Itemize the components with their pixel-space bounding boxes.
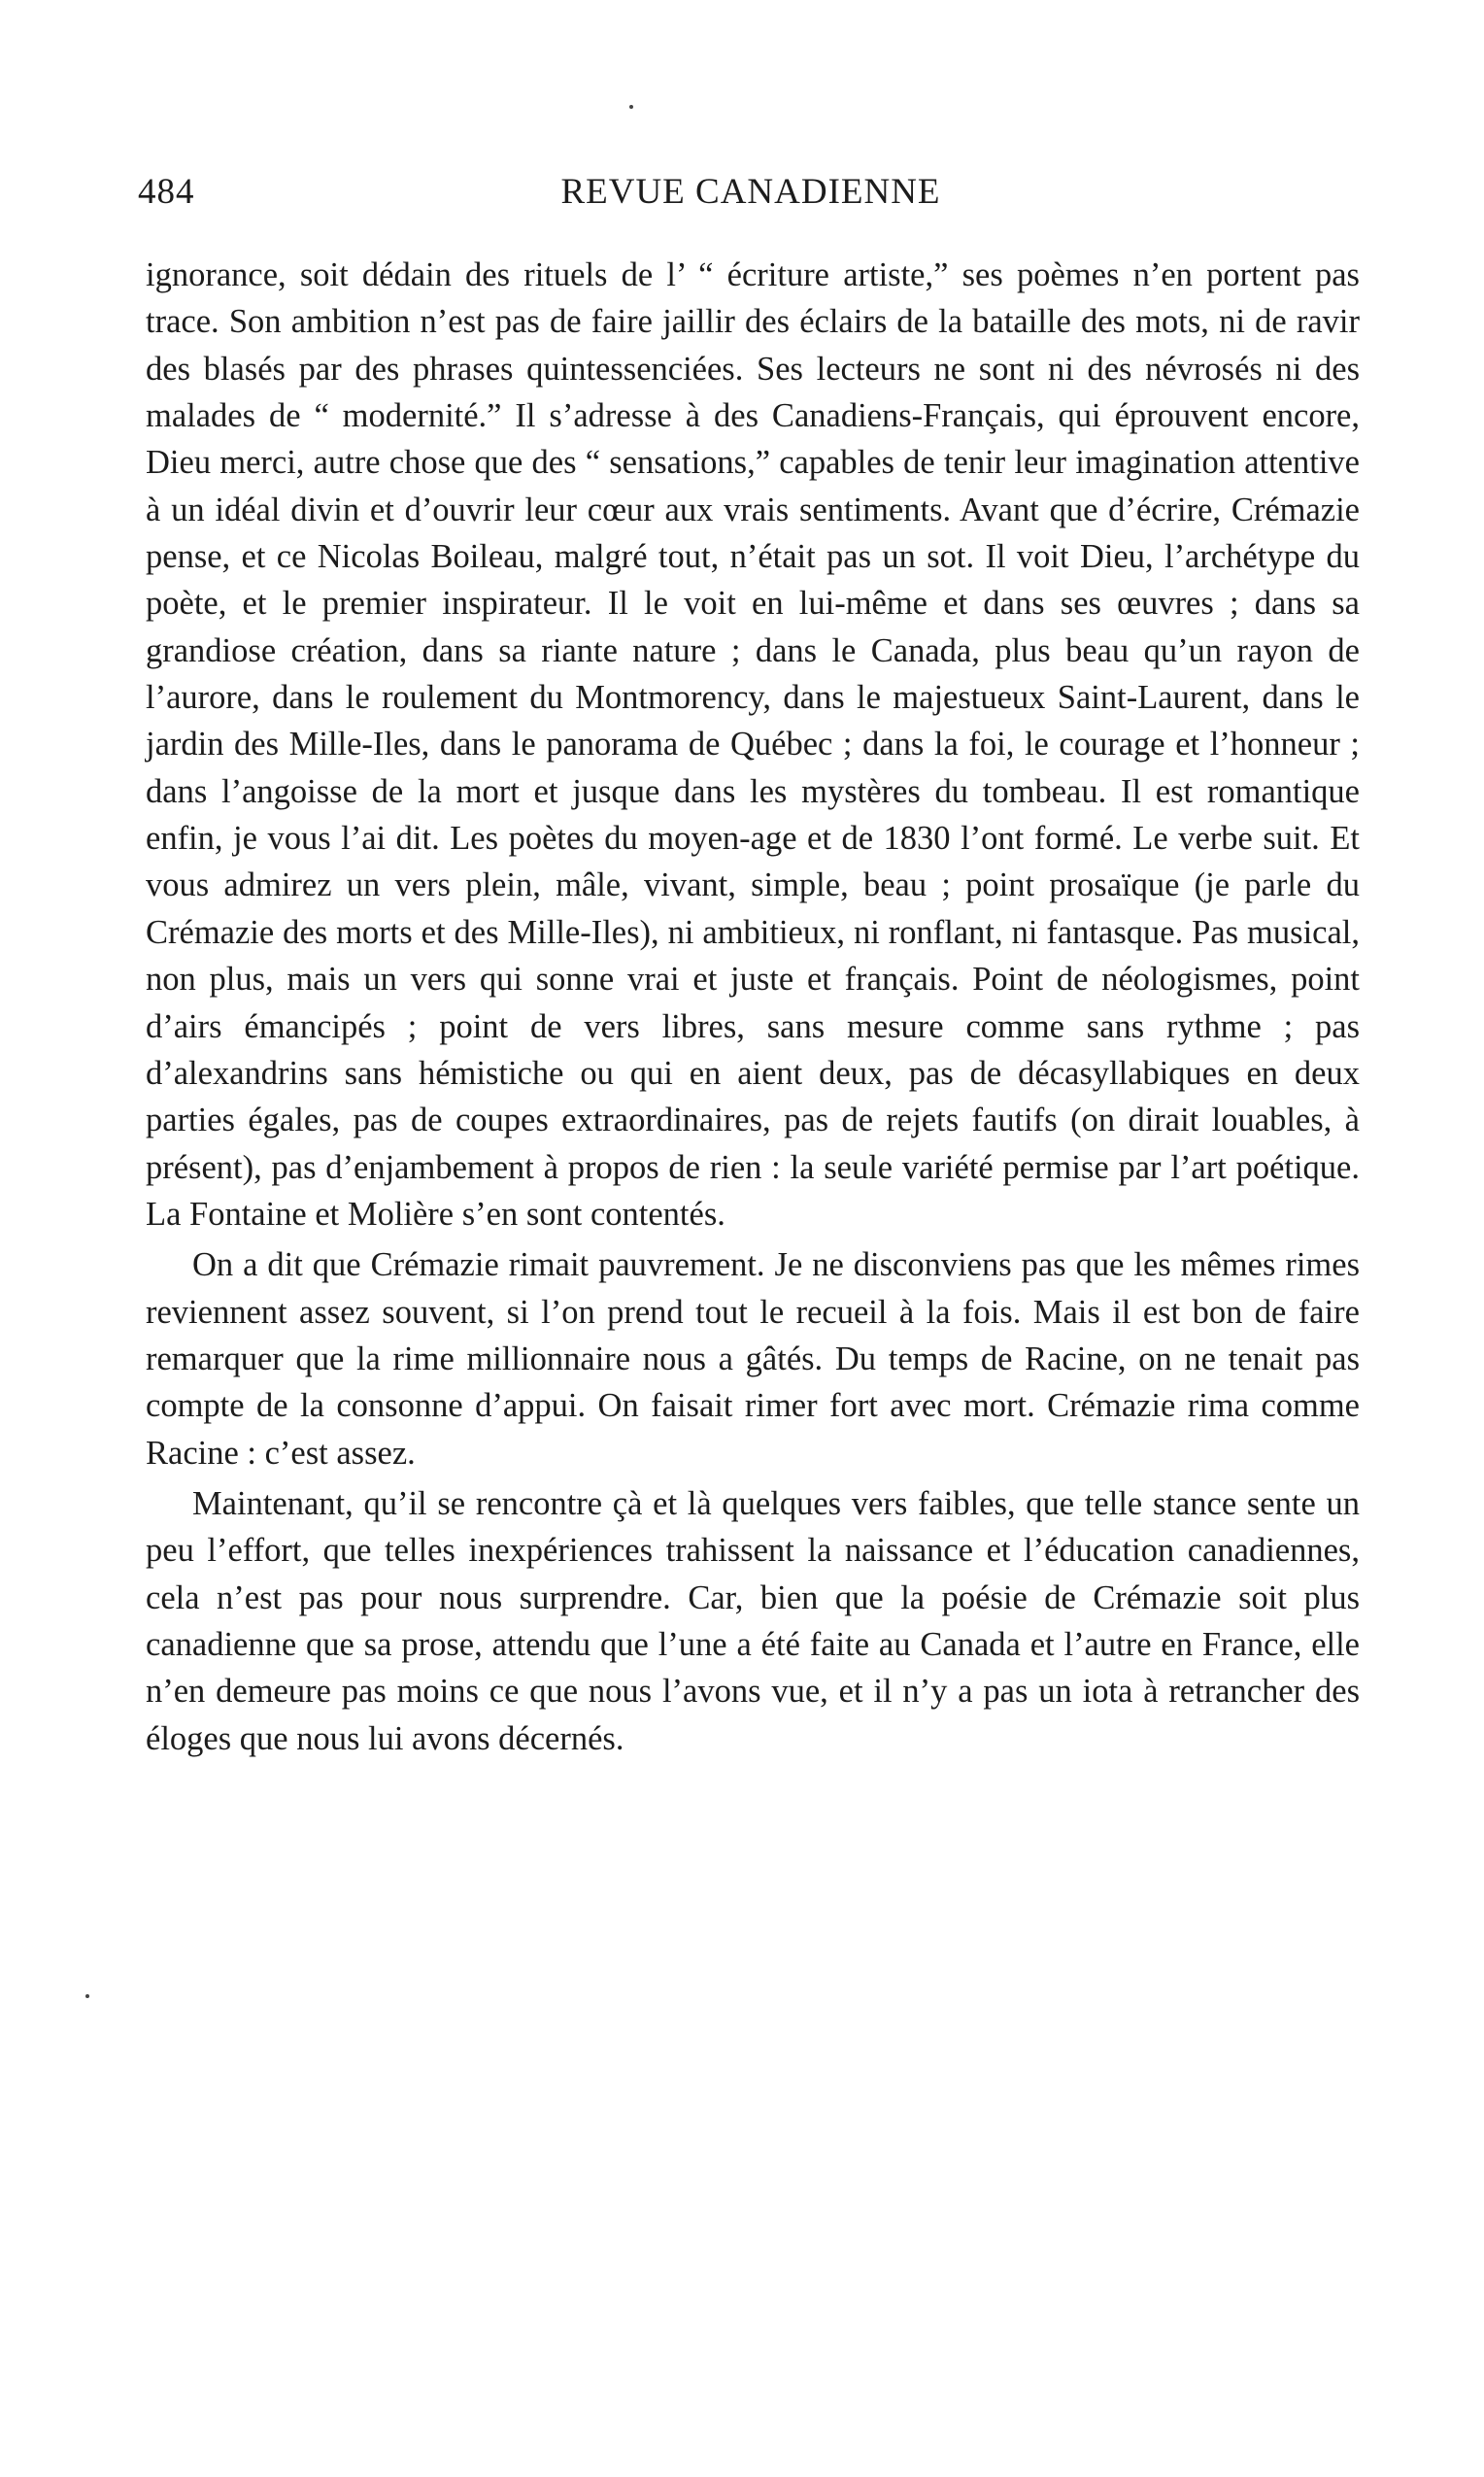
running-head: REVUE CANADIENNE — [560, 172, 941, 212]
paragraph-3: Maintenant, qu’il se rencontre çà et là quelques vers faibles, que telle stance sente un peu l’effort, que telles inexpériences trahissent la naissance et l’éducation canadiennes, cela n’est pas pour nous surprendre. Car, bien que la poésie de Crémazie soit plus canadienne que sa prose, attendu que l’une a été faite au Canada et l’autre en France, elle n’en demeure pas moins ce que nous l’avons vue, et il n’y a pas un iota à retrancher des éloges que nous lui avons décernés. — [146, 1484, 1360, 1757]
body-text — [146, 252, 1360, 1762]
paragraph-1: ignorance, soit dédain des rituels de l’ “ écriture artiste,” ses poèmes n’en portent pas trace. Son ambition n’est pas de faire jaillir des éclairs de la bataille des mots, ni de ravir des blasés par des phrases quintessenciées. Ses lecteurs ne sont ni des névrosés ni des malades de “ modernité.” Il s’adresse à des Canadiens-Français, qui éprouvent encore, Dieu merci, autre chose que des “ sensations,” capables de tenir leur imagination attentive à un idéal divin et d’ouvrir leur cœur aux vrais sentiments. Avant que d’écrire, Crémazie pense, et ce Nicolas Boileau, malgré tout, n’était pas un sot. Il voit Dieu, l’archétype du poète, et le premier inspirateur. Il le voit en lui-même et dans ses œuvres ; dans sa grandiose création, dans sa riante nature ; dans le Canada, plus beau qu’un rayon de l’aurore, dans le roulement du Montmorency, dans le majestueux Saint-Laurent, dans le jardin des Mille-Iles, dans le panorama de Québec ; dans la foi, le courage et l’honneur ; dans l’angoisse de la mort et jusque dans les mystères du tombeau. Il est romantique enfin, je vous l’ai dit. Les poètes du moyen-age et de 1830 l’ont formé. Le verbe suit. Et vous admirez un vers plein, mâle, vivant, simple, beau ; point prosaïque (je parle du Crémazie des morts et des Mille-Iles), ni ambitieux, ni ronflant, ni fantasque. Pas musical, non plus, mais un vers qui sonne vrai et juste et français. Point de néologismes, point d’airs émancipés ; point de vers libres, sans mesure comme sans rythme ; pas d’alexandrins sans hémistiche ou qui en aient deux, pas de décasyllabiques en deux parties égales, pas de coupes extraordinaires, pas de rejets fautifs (on dirait louables, à présent), pas d’enjambement à propos de rien : la seule variété permise par l’art poétique. La Fontaine et Molière s’en sont contentés. — [146, 256, 1360, 1233]
paragraph-2: On a dit que Crémazie rimait pauvrement. Je ne disconviens pas que les mêmes rimes reviennent assez souvent, si l’on prend tout le recueil à la fois. Mais il est bon de faire remarquer que la rime millionnaire nous a gâtés. Du temps de Racine, on ne tenait pas compte de la consonne d’appui. On faisait rimer fort avec mort. Crémazie rima comme Racine : c’est assez. — [146, 1246, 1360, 1472]
print-speck — [85, 1994, 89, 1998]
page-number: 484 — [138, 172, 195, 212]
page-header — [138, 171, 1364, 229]
print-speck — [629, 105, 633, 109]
